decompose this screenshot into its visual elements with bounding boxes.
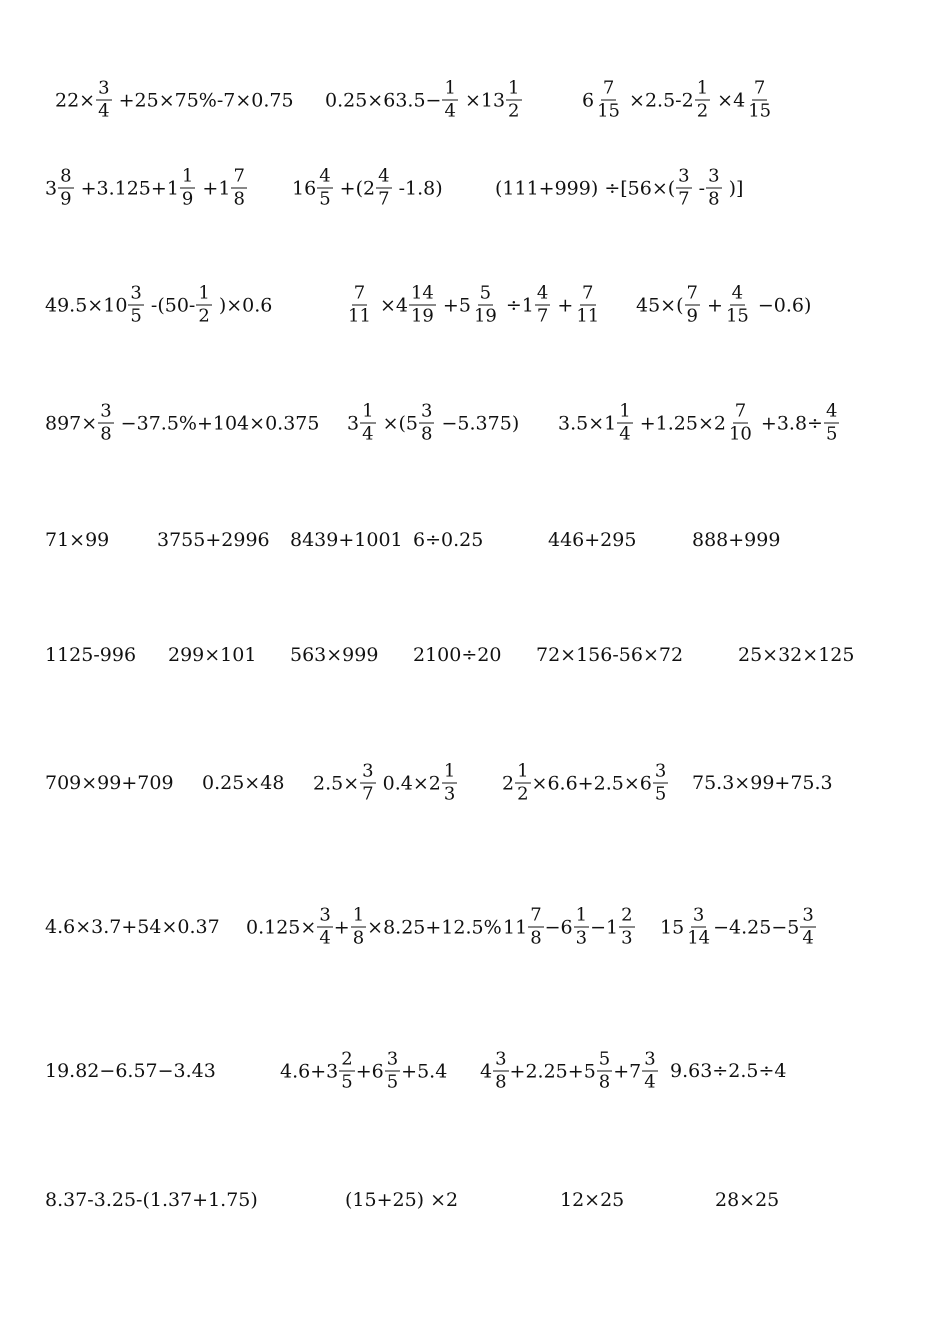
fraction-numerator: 3 — [98, 77, 110, 99]
expression-text: −37.5%+104×0.375 — [114, 412, 320, 434]
expression — [280, 1050, 447, 1093]
fraction — [442, 762, 457, 805]
fraction — [685, 906, 712, 949]
fraction-denominator: 15 — [748, 100, 772, 122]
expression — [45, 529, 109, 551]
fraction-denominator: 7 — [678, 188, 690, 210]
expression-text: 0.4×2 — [376, 772, 441, 794]
fraction — [746, 79, 773, 122]
expression-text: −6 — [544, 916, 573, 938]
fraction-denominator: 9 — [686, 305, 698, 327]
expression — [45, 644, 136, 666]
fraction-numerator: 7 — [353, 282, 366, 304]
fraction — [317, 167, 332, 210]
expression-text: 49.5×10 — [45, 294, 128, 316]
expression — [45, 1189, 258, 1211]
expression-text: 709×99+709 — [45, 772, 174, 794]
fraction-denominator: 5 — [654, 783, 667, 805]
fraction-numerator: 7 — [686, 282, 698, 304]
fraction-denominator: 2 — [517, 783, 529, 805]
fraction-denominator: 4 — [362, 423, 374, 445]
expression-text: 4 — [480, 1060, 493, 1082]
expression — [582, 79, 774, 122]
fraction — [317, 906, 332, 949]
fraction-denominator: 15 — [597, 100, 620, 122]
fraction-numerator: 2 — [341, 1048, 353, 1070]
fraction — [472, 284, 499, 327]
expression-text: +1.25×2 — [633, 412, 726, 434]
expression-text: 6÷0.25 — [413, 529, 484, 551]
expression-text: ×4 — [373, 294, 408, 316]
expression-text: 0.25×48 — [202, 772, 285, 794]
fraction-denominator: 19 — [410, 305, 434, 327]
expression-text: +2.25+5 — [509, 1060, 596, 1082]
fraction — [595, 79, 622, 122]
fraction-denominator: 4 — [802, 927, 814, 949]
fraction-numerator: 14 — [410, 282, 434, 304]
expression-text: 71×99 — [45, 529, 110, 551]
fraction-denominator: 7 — [378, 188, 390, 210]
fraction-denominator: 7 — [536, 305, 549, 327]
fraction-numerator: 1 — [517, 760, 529, 782]
expression-text: +7 — [613, 1060, 642, 1082]
expression-text: 3.5×1 — [558, 412, 617, 434]
fraction-denominator: 2 — [198, 305, 210, 327]
fraction-denominator: 11 — [348, 305, 371, 327]
fraction-denominator: 4 — [98, 100, 110, 122]
fraction — [360, 762, 375, 805]
expression-text: 2.5× — [313, 772, 360, 794]
expression-text: 16 — [292, 177, 317, 199]
fraction-denominator: 5 — [319, 188, 331, 210]
expression-text: 45×( — [636, 294, 684, 316]
expression — [480, 1050, 659, 1093]
expression-text: )] — [722, 177, 744, 199]
expression — [347, 402, 519, 445]
fraction-numerator: 1 — [444, 77, 456, 99]
expression — [325, 79, 523, 122]
fraction-numerator: 3 — [386, 1048, 399, 1070]
fraction-numerator: 3 — [708, 165, 720, 187]
fraction — [128, 284, 143, 327]
expression-text: +(2 — [333, 177, 376, 199]
fraction-denominator: 8 — [352, 927, 365, 949]
fraction-numerator: 1 — [696, 77, 709, 99]
expression — [636, 284, 811, 327]
fraction-denominator: 19 — [473, 305, 497, 327]
fraction-denominator: 2 — [696, 100, 709, 122]
expression — [692, 772, 833, 794]
fraction — [653, 762, 668, 805]
fraction-numerator: 2 — [621, 904, 633, 926]
fraction — [96, 79, 111, 122]
expression — [495, 167, 743, 210]
expression-text: 3755+2996 — [157, 529, 270, 551]
expression-text: 9.63÷2.5÷4 — [670, 1060, 787, 1082]
fraction-numerator: 3 — [421, 400, 433, 422]
fraction — [419, 402, 434, 445]
expression-text: 0.25×63.5− — [325, 89, 442, 111]
fraction — [824, 402, 839, 445]
fraction-numerator: 3 — [802, 904, 814, 926]
expression-text: +5 — [436, 294, 471, 316]
fraction-numerator: 7 — [233, 165, 245, 187]
expression-text: 8439+1001 — [290, 529, 403, 551]
expression-text: 15 — [660, 916, 685, 938]
expression-text: -(50- — [144, 294, 196, 316]
expression — [560, 1189, 624, 1211]
fraction-denominator: 8 — [598, 1071, 611, 1093]
expression-text: −5.375) — [435, 412, 520, 434]
fraction-numerator: 4 — [378, 165, 390, 187]
fraction-numerator: 5 — [598, 1048, 611, 1070]
expression-text: 11 — [503, 916, 528, 938]
fraction — [360, 402, 375, 445]
expression-text: +6 — [355, 1060, 384, 1082]
fraction-numerator: 4 — [319, 165, 331, 187]
fraction — [346, 284, 373, 327]
expression — [290, 644, 378, 666]
fraction — [98, 402, 113, 445]
expression-text: 28×25 — [715, 1189, 780, 1211]
fraction-numerator: 3 — [644, 1048, 656, 1070]
fraction — [58, 167, 73, 210]
fraction — [706, 167, 721, 210]
fraction-denominator: 15 — [725, 305, 749, 327]
expression-text: 897× — [45, 412, 98, 434]
fraction-numerator: 3 — [362, 760, 374, 782]
fraction-denominator: 9 — [181, 188, 194, 210]
expression-text: 6 — [582, 89, 595, 111]
fraction-denominator: 5 — [341, 1071, 353, 1093]
fraction-numerator: 7 — [582, 282, 594, 304]
expression — [290, 529, 403, 551]
expression-text: 2 — [502, 772, 515, 794]
fraction-denominator: 8 — [708, 188, 720, 210]
expression-text: +3.8÷ — [754, 412, 823, 434]
expression — [738, 644, 854, 666]
expression-text: −1 — [590, 916, 619, 938]
expression — [202, 772, 284, 794]
expression-text: ×2.5-2 — [623, 89, 694, 111]
fraction — [180, 167, 195, 210]
expression-text: (111+999) ÷[56×( — [495, 177, 676, 199]
expression-text: + — [551, 294, 574, 316]
expression — [413, 644, 501, 666]
expression-text: ×6.6+2.5×6 — [531, 772, 652, 794]
expression-text: ×4 — [711, 89, 746, 111]
fraction — [409, 284, 436, 327]
fraction-numerator: 7 — [734, 400, 747, 422]
fraction-denominator: 11 — [576, 305, 600, 327]
expression — [558, 402, 840, 445]
fraction-numerator: 1 — [619, 400, 631, 422]
fraction-denominator: 8 — [100, 423, 112, 445]
fraction-numerator: 1 — [443, 760, 456, 782]
fraction — [385, 1050, 400, 1093]
fraction-numerator: 7 — [602, 77, 615, 99]
fraction-denominator: 3 — [443, 783, 456, 805]
expression-text: −4.25−5 — [713, 916, 800, 938]
expression — [345, 284, 602, 327]
fraction — [695, 79, 710, 122]
fraction — [676, 167, 691, 210]
fraction — [515, 762, 530, 805]
expression-text: 72×156-56×72 — [536, 644, 684, 666]
expression — [548, 529, 636, 551]
expression-text: + — [700, 294, 723, 316]
fraction — [597, 1050, 612, 1093]
expression-text: +3.125+1 — [74, 177, 179, 199]
fraction-numerator: 8 — [60, 165, 72, 187]
expression-text: +5.4 — [401, 1060, 448, 1082]
fraction-denominator: 8 — [233, 188, 245, 210]
expression — [345, 1189, 458, 1211]
fraction-denominator: 10 — [728, 423, 752, 445]
fraction-denominator: 4 — [644, 1071, 656, 1093]
fraction-denominator: 8 — [495, 1071, 507, 1093]
fraction — [528, 906, 543, 949]
expression — [692, 529, 780, 551]
fraction-numerator: 1 — [198, 282, 210, 304]
fraction-numerator: 7 — [530, 904, 542, 926]
expression — [168, 644, 256, 666]
expression-text: 888+999 — [692, 529, 781, 551]
expression-text: 19.82−6.57−3.43 — [45, 1060, 216, 1082]
fraction — [574, 284, 601, 327]
expression-text: −0.6) — [751, 294, 812, 316]
expression-text: +1 — [196, 177, 231, 199]
expression-text: )×0.6 — [212, 294, 273, 316]
expression — [313, 762, 458, 805]
fraction-numerator: 3 — [130, 282, 142, 304]
expression — [157, 529, 270, 551]
expression-text: 4.6×3.7+54×0.37 — [45, 916, 220, 938]
fraction-denominator: 4 — [619, 423, 631, 445]
fraction-numerator: 3 — [100, 400, 112, 422]
expression-text: ×8.25+12.5% — [367, 916, 502, 938]
expression — [45, 284, 272, 327]
fraction — [724, 284, 751, 327]
fraction-denominator: 5 — [130, 305, 142, 327]
fraction-numerator: 5 — [479, 282, 492, 304]
fraction — [535, 284, 550, 327]
fraction-numerator: 1 — [362, 400, 374, 422]
expression-text: ÷1 — [499, 294, 534, 316]
expression — [55, 79, 294, 122]
fraction — [800, 906, 815, 949]
fraction-denominator: 2 — [508, 100, 520, 122]
fraction — [351, 906, 366, 949]
fraction-numerator: 4 — [536, 282, 549, 304]
expression — [660, 906, 817, 949]
fraction-numerator: 7 — [753, 77, 766, 99]
fraction-denominator: 8 — [421, 423, 433, 445]
expression — [502, 762, 669, 805]
fraction-denominator: 8 — [530, 927, 542, 949]
fraction — [196, 284, 211, 327]
expression — [413, 529, 483, 551]
expression — [246, 906, 502, 949]
expression-text: 8.37-3.25-(1.37+1.75) — [45, 1189, 258, 1211]
fraction — [231, 167, 246, 210]
fraction-denominator: 3 — [575, 927, 588, 949]
expression-text: 3 — [45, 177, 58, 199]
fraction — [642, 1050, 657, 1093]
expression-text: 3 — [347, 412, 360, 434]
fraction-denominator: 7 — [362, 783, 374, 805]
fraction-numerator: 1 — [181, 165, 194, 187]
fraction-numerator: 3 — [319, 904, 331, 926]
fraction — [727, 402, 754, 445]
fraction-denominator: 9 — [60, 188, 72, 210]
fraction-numerator: 4 — [731, 282, 744, 304]
fraction-numerator: 1 — [575, 904, 588, 926]
expression-text: 4.6+3 — [280, 1060, 339, 1082]
expression-text: (15+25) ×2 — [345, 1189, 459, 1211]
expression-text: 25×32×125 — [738, 644, 855, 666]
expression — [715, 1189, 779, 1211]
expression — [45, 402, 319, 445]
expression-text: 0.125× — [246, 916, 317, 938]
fraction — [617, 402, 632, 445]
fraction — [619, 906, 634, 949]
fraction — [574, 906, 589, 949]
expression — [503, 906, 636, 949]
fraction — [442, 79, 457, 122]
fraction — [376, 167, 391, 210]
expression-text: 12×25 — [560, 1189, 625, 1211]
fraction-numerator: 3 — [692, 904, 705, 926]
fraction-denominator: 4 — [319, 927, 331, 949]
expression-text: 563×999 — [290, 644, 379, 666]
fraction — [685, 284, 700, 327]
fraction-denominator: 4 — [444, 100, 456, 122]
expression-text: ×(5 — [376, 412, 419, 434]
fraction-denominator: 14 — [687, 927, 711, 949]
fraction-numerator: 3 — [495, 1048, 507, 1070]
expression-text: 446+295 — [548, 529, 637, 551]
expression — [670, 1060, 786, 1082]
expression — [45, 1060, 216, 1082]
expression-text: + — [333, 916, 350, 938]
expression-text: 75.3×99+75.3 — [692, 772, 833, 794]
expression — [45, 916, 220, 938]
fraction-numerator: 4 — [825, 400, 838, 422]
expression — [45, 167, 248, 210]
expression-text: 2100÷20 — [413, 644, 502, 666]
expression — [45, 772, 174, 794]
fraction-denominator: 5 — [825, 423, 838, 445]
expression-text: ×13 — [458, 89, 506, 111]
expression-text: +25×75%-7×0.75 — [112, 89, 294, 111]
fraction-denominator: 5 — [386, 1071, 399, 1093]
fraction-denominator: 3 — [621, 927, 633, 949]
fraction — [493, 1050, 508, 1093]
expression-text: -1.8) — [392, 177, 443, 199]
fraction-numerator: 3 — [654, 760, 667, 782]
expression-text: 22× — [55, 89, 96, 111]
fraction — [339, 1050, 354, 1093]
expression — [536, 644, 683, 666]
expression-text: 299×101 — [168, 644, 257, 666]
expression — [292, 167, 443, 210]
expression-text: - — [692, 177, 706, 199]
fraction — [506, 79, 521, 122]
fraction-numerator: 1 — [508, 77, 520, 99]
expression-text: 1125-996 — [45, 644, 137, 666]
fraction-numerator: 3 — [678, 165, 690, 187]
fraction-numerator: 1 — [352, 904, 365, 926]
